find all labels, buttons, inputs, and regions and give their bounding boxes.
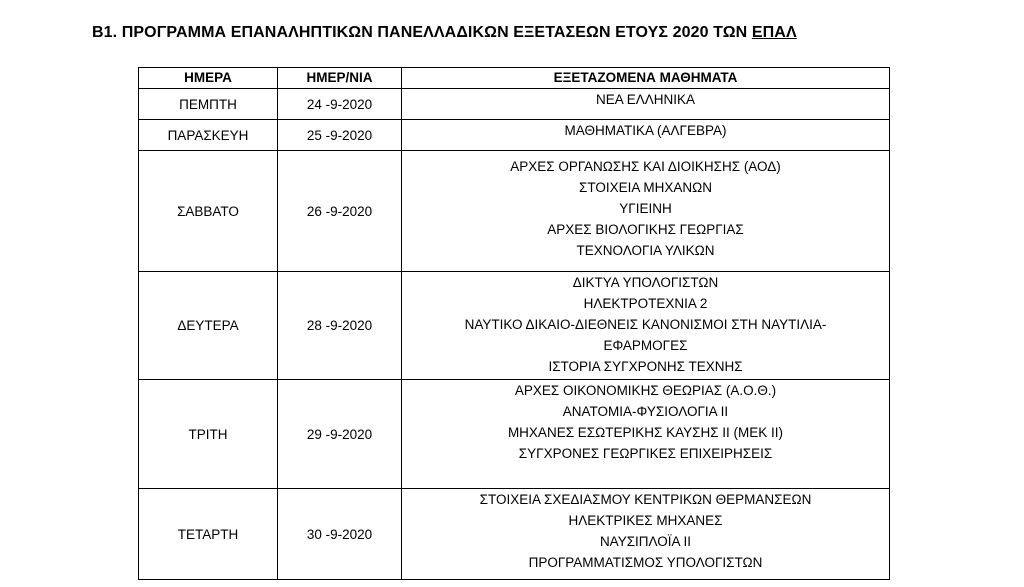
table-row — [139, 380, 890, 489]
page-title — [92, 24, 797, 42]
row-date: 30 -9-2020 — [278, 489, 402, 580]
table-row — [139, 272, 890, 380]
row-day: ΤΕΤΑΡΤΗ — [139, 489, 278, 580]
subject-item: ΥΓΙΕΙΝΗ — [619, 201, 672, 216]
header-subjects: ΕΞΕΤΑΖΟΜΕΝΑ ΜΑΘΗΜΑΤΑ — [402, 68, 890, 89]
page-title-text: Β1. ΠΡΟΓΡΑΜΜΑ ΕΠΑΝΑΛΗΠΤΙΚΩΝ ΠΑΝΕΛΛΑΔΙΚΩΝ ΕΞΕΤΑΣΕΩΝ ΕΤΟΥΣ 2020 ΤΩΝ — [92, 24, 748, 41]
subject-item: ΕΦΑΡΜΟΓΕΣ — [603, 338, 688, 353]
row-date: 25 -9-2020 — [278, 120, 402, 151]
row-date: 26 -9-2020 — [278, 151, 402, 272]
subject-item: ΔΙΚΤΥΑ ΥΠΟΛΟΓΙΣΤΩΝ — [572, 275, 719, 290]
table-row — [139, 489, 890, 580]
table-row — [139, 89, 890, 120]
table-row — [139, 151, 890, 272]
header-day: ΗΜΕΡΑ — [139, 68, 278, 89]
row-subjects — [402, 489, 890, 580]
subject-item: ΠΡΟΓΡΑΜΜΑΤΙΣΜΟΣ ΥΠΟΛΟΓΙΣΤΩΝ — [528, 555, 763, 570]
row-date: 28 -9-2020 — [278, 272, 402, 380]
table-header-row — [139, 68, 890, 89]
subject-item: ΗΛΕΚΤΡΙΚΕΣ ΜΗΧΑΝΕΣ — [568, 513, 723, 528]
subject-item: ΝΑΥΣΙΠΛΟΪΑ ΙΙ — [599, 534, 692, 549]
subject-item: ΝΕΑ ΕΛΛΗΝΙΚΑ — [595, 92, 696, 107]
row-subjects — [402, 151, 890, 272]
subject-item: ΝΑΥΤΙΚΟ ΔΙΚΑΙΟ-ΔΙΕΘΝΕΙΣ ΚΑΝΟΝΙΣΜΟΙ ΣΤΗ ΝΑΥΤΙΛΙΑ- — [464, 317, 827, 332]
subject-item: ΤΕΧΝΟΛΟΓΙΑ ΥΛΙΚΩΝ — [576, 243, 715, 258]
row-subjects — [402, 272, 890, 380]
page-title-underlined: ΕΠΑΛ — [751, 24, 797, 41]
subject-item: ΑΝΑΤΟΜΙΑ-ΦΥΣΙΟΛΟΓΙΑ ΙΙ — [562, 404, 729, 419]
row-day: ΣΑΒΒΑΤΟ — [139, 151, 278, 272]
subject-item: ΜΗΧΑΝΕΣ ΕΣΩΤΕΡΙΚΗΣ ΚΑΥΣΗΣ ΙΙ (ΜΕΚ ΙΙ) — [507, 425, 784, 440]
subject-item: ΣΤΟΙΧΕΙΑ ΣΧΕΔΙΑΣΜΟΥ ΚΕΝΤΡΙΚΩΝ ΘΕΡΜΑΝΣΕΩΝ — [479, 492, 812, 507]
subject-item: ΑΡΧΕΣ ΟΡΓΑΝΩΣΗΣ ΚΑΙ ΔΙΟΙΚΗΣΗΣ (ΑΟΔ) — [510, 159, 781, 174]
header-date: ΗΜΕΡ/ΝΙΑ — [278, 68, 402, 89]
subject-item: ΙΣΤΟΡΙΑ ΣΥΓΧΡΟΝΗΣ ΤΕΧΝΗΣ — [548, 359, 743, 374]
row-day: ΠΑΡΑΣΚΕΥΗ — [139, 120, 278, 151]
row-day: ΤΡΙΤΗ — [139, 380, 278, 489]
row-subjects — [402, 89, 890, 120]
subject-item: ΗΛΕΚΤΡΟΤΕΧΝΙΑ 2 — [583, 296, 708, 311]
row-day: ΠΕΜΠΤΗ — [139, 89, 278, 120]
exam-schedule-table — [138, 67, 890, 580]
row-day: ΔΕΥΤΕΡΑ — [139, 272, 278, 380]
table-row — [139, 120, 890, 151]
row-date: 29 -9-2020 — [278, 380, 402, 489]
row-date: 24 -9-2020 — [278, 89, 402, 120]
subject-item: ΣΤΟΙΧΕΙΑ ΜΗΧΑΝΩΝ — [579, 180, 712, 195]
subject-item: ΑΡΧΕΣ ΒΙΟΛΟΓΙΚΗΣ ΓΕΩΡΓΙΑΣ — [547, 222, 744, 237]
subject-item: ΜΑΘΗΜΑΤΙΚΑ (ΑΛΓΕΒΡΑ) — [564, 123, 727, 138]
subject-item: ΣΥΓΧΡΟΝΕΣ ΓΕΩΡΓΙΚΕΣ ΕΠΙΧΕΙΡΗΣΕΙΣ — [518, 446, 773, 461]
row-subjects — [402, 120, 890, 151]
row-subjects — [402, 380, 890, 489]
subject-item: ΑΡΧΕΣ ΟΙΚΟΝΟΜΙΚΗΣ ΘΕΩΡΙΑΣ (Α.Ο.Θ.) — [514, 383, 777, 398]
